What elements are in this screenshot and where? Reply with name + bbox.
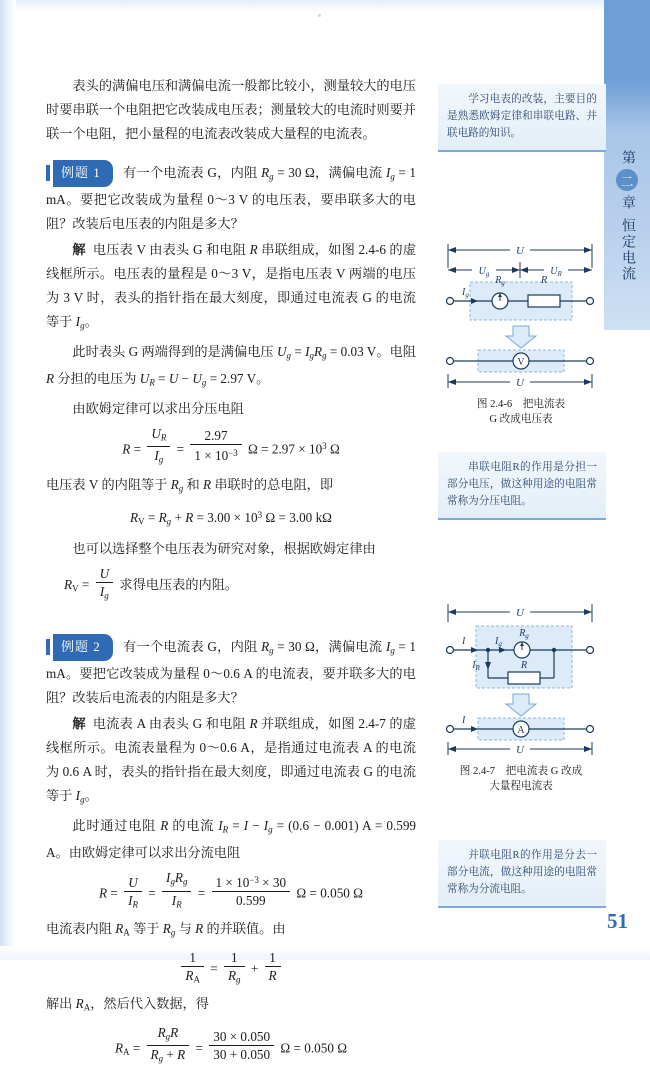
svg-text:Ig: $I_g$ bbox=[462, 287, 469, 299]
svg-text:IR: $I_R$ bbox=[472, 660, 480, 672]
example2-equation-3: $R_A$ = $\frac{R_gR}{R_g + R}$ = $\frac{30 \times 0.050}{30 + 0.050}$ Ω = 0.050 Ω bbox=[114, 1024, 348, 1064]
example2-statement: 有一个电流表 G，内阻 $R_g = 30$ Ω，满偏电流 $I_g = 1$ mA。要把它改装成为量程 0～0.6 A 的电流表，要并联多大的电阻？改装后电流表的内阻是多大？ bbox=[46, 638, 416, 706]
svg-text:R: R bbox=[520, 660, 528, 671]
page-top-edge bbox=[0, 0, 650, 12]
decorative-dot bbox=[318, 14, 321, 17]
example2-solution-2: 此时通过电阻 R 的电流 $I_R = I - I_g = (0.6 - 0.001) A = 0.599$ A。由欧姆定律可以求出分流电阻 bbox=[46, 817, 417, 861]
svg-text:UR: $U_R$ bbox=[550, 266, 562, 278]
page-left-edge bbox=[0, 0, 16, 960]
figure-2-4-6-caption bbox=[432, 397, 610, 427]
example2-solution-4: 解出 $R_A$，然后代入数据，得 bbox=[46, 996, 209, 1013]
note-parallel-resistor bbox=[438, 840, 606, 908]
note-series-resistor-text: 串联电阻R的作用是分担一部分电压，做这种用途的电阻常常称为分压电阻。 bbox=[447, 462, 597, 507]
figure-2-4-7-caption-line1: 图 2.4-7 把电流表 G 改成 bbox=[459, 766, 583, 777]
example2-solution-label: 解 bbox=[72, 716, 86, 732]
figure-2-4-7-caption-line2: 大量程电流表 bbox=[489, 781, 553, 792]
svg-text:I: I bbox=[462, 636, 466, 647]
chapter-tab-title: 恒定电流 bbox=[620, 218, 635, 282]
figure-2-4-6 bbox=[432, 238, 610, 427]
page-number: 51 bbox=[607, 909, 628, 933]
example1-solution-2: 此时表头 G 两端得到的是满偏电压 $U_g = I_gR_g = 0.03$ V。电阻 R 分担的电压为 $U_R = U - U_g = 2.97$ V。 bbox=[46, 343, 416, 388]
svg-text:U: U bbox=[516, 744, 524, 756]
svg-text:U: U bbox=[516, 245, 524, 257]
note-purpose-text: 学习电表的改装，主要目的是熟悉欧姆定律和串联电路、并联电路的知识。 bbox=[447, 94, 597, 139]
example1-label: 例题 bbox=[61, 165, 90, 180]
figure-2-4-6-caption-line2: G 改成电压表 bbox=[489, 414, 553, 425]
example1-block bbox=[46, 160, 416, 236]
example1-equation-1: R = $\frac{U_R}{I_g}$ = $\frac{2.97}{1 \times 10^{-3}}$ $\Omega = 2.97 \times 10^3$ Ω bbox=[122, 425, 340, 465]
svg-text:U: U bbox=[516, 607, 524, 619]
example1-number: 1 bbox=[93, 165, 101, 180]
example2-solution-1 bbox=[46, 712, 416, 812]
note-series-resistor bbox=[438, 452, 606, 520]
example2-solution-3: 电流表内阻 $R_A$ 等于 $R_g$ 与 R 的并联值。由 bbox=[46, 921, 286, 938]
example1-header bbox=[46, 160, 113, 187]
example2-label: 例题 bbox=[61, 639, 90, 655]
figure-2-4-7 bbox=[432, 600, 610, 794]
svg-text:Ug: $U_g$ bbox=[478, 266, 490, 278]
example2-pill bbox=[53, 634, 113, 661]
example1-solution-5: 也可以选择整个电压表为研究对象，根据欧姆定律由 bbox=[72, 540, 376, 556]
example2-equation-1: R = $\frac{U}{I_R}$ = $\frac{I_gR_g}{I_R}$ = $\frac{1 \times 10^{-3} \times 30}{0.599}$ Ω = 0.050 Ω bbox=[99, 870, 363, 910]
example1-solution-text-1: 电压表 V 由表头 G 和电阻 R 串联组成，如图 2.4-6 的虚线框所示。电压表的量程是 0～3 V，是指电压表 V 两端的电压为 3 V 时，表头的指针指在最大刻度，即通过电流表 G 的电流等于 $I_g$。 bbox=[46, 242, 417, 331]
main-text-column bbox=[46, 74, 416, 1072]
svg-text:Rg: $R_g$ bbox=[495, 275, 505, 287]
example2-equation-2: $\frac{1}{R_A}$ = $\frac{1}{R_g}$ + $\frac{1}{R}$ bbox=[46, 949, 416, 989]
example1-statement: 有一个电流表 G，内阻 $R_g = 30$ Ω，满偏电流 $I_g = 1$ mA。要把它改装成为量程 0～3 V 的电压表，要串联多大的电阻？改装后电压表的内阻是多大？ bbox=[46, 164, 416, 232]
example1-solution-label: 解 bbox=[72, 242, 86, 258]
example1-bar bbox=[46, 165, 50, 181]
chapter-tab-number: 二 bbox=[616, 169, 638, 191]
svg-text:Rg: $R_g$ bbox=[519, 628, 529, 640]
chapter-tab-prefix: 第 bbox=[620, 150, 635, 165]
svg-text:Ig: $I_g$ bbox=[495, 636, 502, 648]
intro-paragraph: 表头的满偏电压和满偏电流一般都比较小，测量较大的电压时要串联一个电阻把它改装成电压表；测量较大的电流时则要并联一个电阻，把小量程的电流表改装成大量程的电流表。 bbox=[46, 78, 416, 141]
example2-bar bbox=[46, 639, 50, 655]
svg-text:R: R bbox=[540, 275, 548, 286]
example1-equation-2: $R_V = R_g + R = 3.00 \times 10^3$ Ω = 3.00 kΩ bbox=[130, 510, 332, 527]
svg-text:U: U bbox=[516, 377, 524, 389]
example1-solution-1 bbox=[46, 238, 416, 338]
example1-solution-4: 电压表 V 的内阻等于 $R_g$ 和 R 串联时的总电阻，即 bbox=[46, 476, 334, 494]
svg-text:I: I bbox=[462, 715, 466, 726]
figure-2-4-6-caption-line1: 图 2.4-6 把电流表 bbox=[476, 399, 566, 410]
note-purpose bbox=[438, 84, 606, 152]
chapter-tab bbox=[604, 0, 650, 330]
figure-2-4-7-caption bbox=[432, 764, 610, 794]
chapter-tab-suffix: 章 bbox=[620, 195, 635, 210]
figure-2-4-6-circuit bbox=[432, 238, 610, 388]
example1-solution-3: 由欧姆定律可以求出分压电阻 bbox=[72, 400, 244, 416]
svg-text:A: A bbox=[517, 725, 525, 736]
figure-2-4-7-circuit bbox=[432, 600, 610, 755]
example1-pill bbox=[53, 160, 113, 187]
example2-solution-text-1: 电流表 A 由表头 G 和电阻 R 并联组成，如图 2.4-7 的虚线框所示。电流表量程为 0～0.6 A，是指通过电流表 A 的电流为 0.6 A 时，表头的指针指在最大刻度，即通过电流表 G 的电流等于 $I_g$。 bbox=[46, 716, 416, 805]
example2-header bbox=[46, 634, 113, 661]
note-parallel-resistor-text: 并联电阻R的作用是分去一部分电流，做这种用途的电阻常常称为分流电阻。 bbox=[447, 850, 597, 895]
example1-equation-3: $R_V$ = $\frac{U}{I_g}$ 求得电压表的内阻。 bbox=[64, 565, 239, 601]
svg-text:V: V bbox=[517, 357, 525, 368]
example2-number: 2 bbox=[93, 639, 101, 655]
example2-block bbox=[46, 634, 416, 710]
